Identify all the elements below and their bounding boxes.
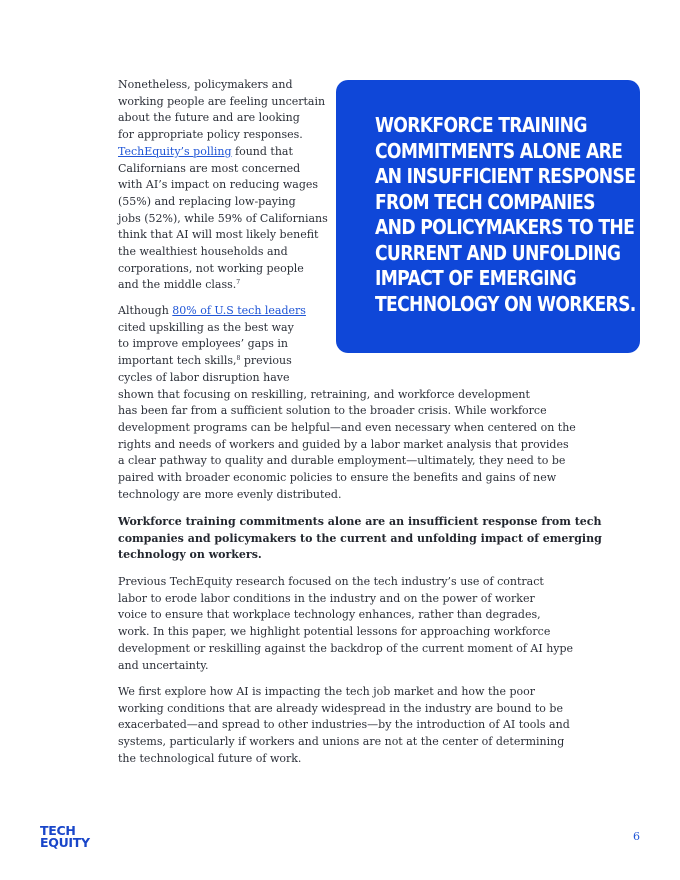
techequity-polling-link[interactable]: TechEquity’s polling	[118, 144, 232, 158]
paragraph-key-statement: Workforce training commitments alone are an insufficient response from tech companies and policymakers to the current and unfolding impact of emerging technology on workers.	[118, 515, 602, 562]
paragraph-previous-research: Previous TechEquity research focused on the tech industry’s use of contract labor to erode labor conditions in the industry and on the power of worker voice to ensure that workplace technology enhances, rather than degrades, work. In this paper, we highlight potential lessons for approaching workforce development or reskilling against the backdrop of the current moment of AI hype and uncertainty.	[118, 575, 574, 672]
pull-quote-text: WORKFORCE TRAINING COMMITMENTS ALONE ARE AN INSUFFICIENT RESPONSE FROM TECH COMPANIES AND POLICYMAKERS TO THE CURRENT AND UNFOLDING IMPACT OF EMERGING TECHNOLOGY ON WORKERS.	[375, 113, 636, 316]
footnote-8[interactable]: 8	[236, 355, 241, 363]
tech-leaders-link[interactable]: 80% of U.S tech leaders	[172, 304, 306, 317]
footnote-7[interactable]: 7	[236, 279, 241, 287]
techequity-logo: TECH EQUITY	[40, 823, 90, 850]
pull-quote-callout	[336, 80, 640, 353]
page-number: 6	[633, 830, 640, 843]
paragraph-ai-impact: We first explore how AI is impacting the tech job market and how the poor working conditions that are already widespread in the industry are bound to be exacerbated—and spread to other industries—by the introduction of AI tools and systems, particularly if workers and unions are not at the center of determining the technological future of work.	[118, 685, 570, 765]
paragraph-upskilling: Although 80% of U.S tech leaders cited upskilling as the best way to improve employees’ gaps in important tech skills,$^8$ previous cycles of labor disruption have shown that focusing on reskilling, retraining, and workforce development has been far from a sufficient solution to the broader crisis. While workforce development programs can be helpful—and even necessary when centered on the rights and needs of workers and guided by a labor market analysis that provides a clear pathway to quality and durable employment—ultimately, they need to be paired with broader economic policies to ensure the benefits and gains of new technology are more evenly distributed.	[118, 304, 576, 501]
paragraph-uncertainty: Nonetheless, policymakers and working people are feeling uncertain about the future and are looking for appropriate policy responses. TechEquity’s polling found that Californians are most concerned with AI’s impact on reducing wages (55%) and replacing low-paying jobs (52%), while 59% of Californians think that AI will most likely benefit the wealthiest households and corporations, not working people and the middle class.$^7$	[118, 78, 328, 292]
